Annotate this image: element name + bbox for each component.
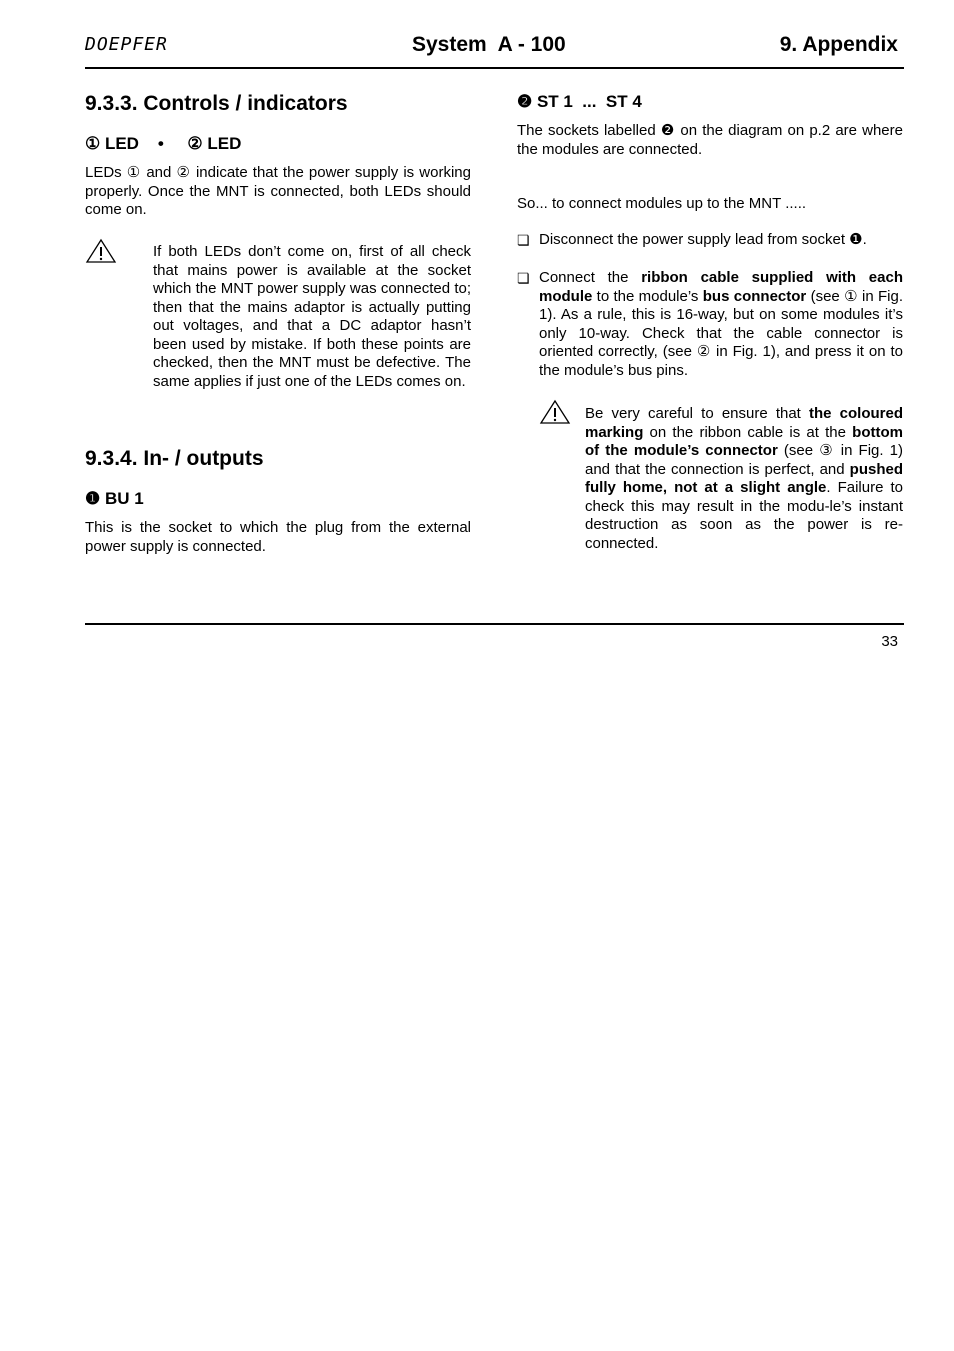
header-title: System A - 100 (412, 33, 566, 56)
paragraph-bu1: This is the socket to which the plug from the external power supply is connected. (85, 519, 471, 555)
list-item-connect: Connect the ribbon cable supplied with each module to the module’s bus connector (see ① in Fig. 1). As a rule, this is 16-way, but on some modules it’s only 10-way. Check that the cable connector is oriented correctly, (see ② in Fig. 1), and press it on to the module’s bus pins. (539, 269, 903, 379)
page-number: 33 (881, 633, 898, 650)
warning-icon (85, 238, 117, 269)
checkbox-bullet-icon: ❏ (517, 232, 530, 248)
heading-st: ❷ ST 1 ... ST 4 (517, 92, 642, 111)
paragraph-so: So... to connect modules up to the MNT ..... (517, 195, 807, 212)
heading-bu1: ❶ BU 1 (85, 489, 144, 508)
paragraph-leds: LEDs ① and ② indicate that the power supply is working properly. Once the MNT is connected, both LEDs should come on. (85, 164, 471, 218)
heading-led: ① LED • ② LED (85, 134, 242, 153)
header-rule (85, 67, 904, 69)
list-item-disconnect: Disconnect the power supply lead from socket ❶. (539, 231, 867, 248)
warning-icon (539, 399, 571, 430)
header-section: 9. Appendix (779, 33, 898, 56)
checkbox-bullet-icon: ❏ (517, 270, 530, 286)
heading-controls-indicators: 9.3.3. Controls / indicators (85, 92, 348, 115)
heading-in-outputs: 9.3.4. In- / outputs (85, 447, 264, 470)
warning-text-leds: If both LEDs don’t come on, first of all check that mains power is available at the socket which the MNT power supply was connected to; then that the mains adaptor is actually putting out voltages, and that a DC adaptor hasn’t been used by mistake. If both these points are checked, then the MNT must be defective. The same applies if just one of the LEDs comes on. (153, 243, 471, 390)
footer-rule (85, 623, 904, 625)
doepfer-logo: DOEPFER (85, 34, 168, 55)
paragraph-sockets: The sockets labelled ❷ on the diagram on p.2 are where the modules are connected. (517, 122, 903, 158)
warning-text-cable: Be very careful to ensure that the coloured marking on the ribbon cable is at the bottom of the module’s connector (see ③ in Fig. 1) and that the connection is perfect, and pushed fully home, not at a slight angle. Failure to check this may result in the modu-le’s instant destruction as soon as the power is re-connected. (585, 405, 903, 552)
